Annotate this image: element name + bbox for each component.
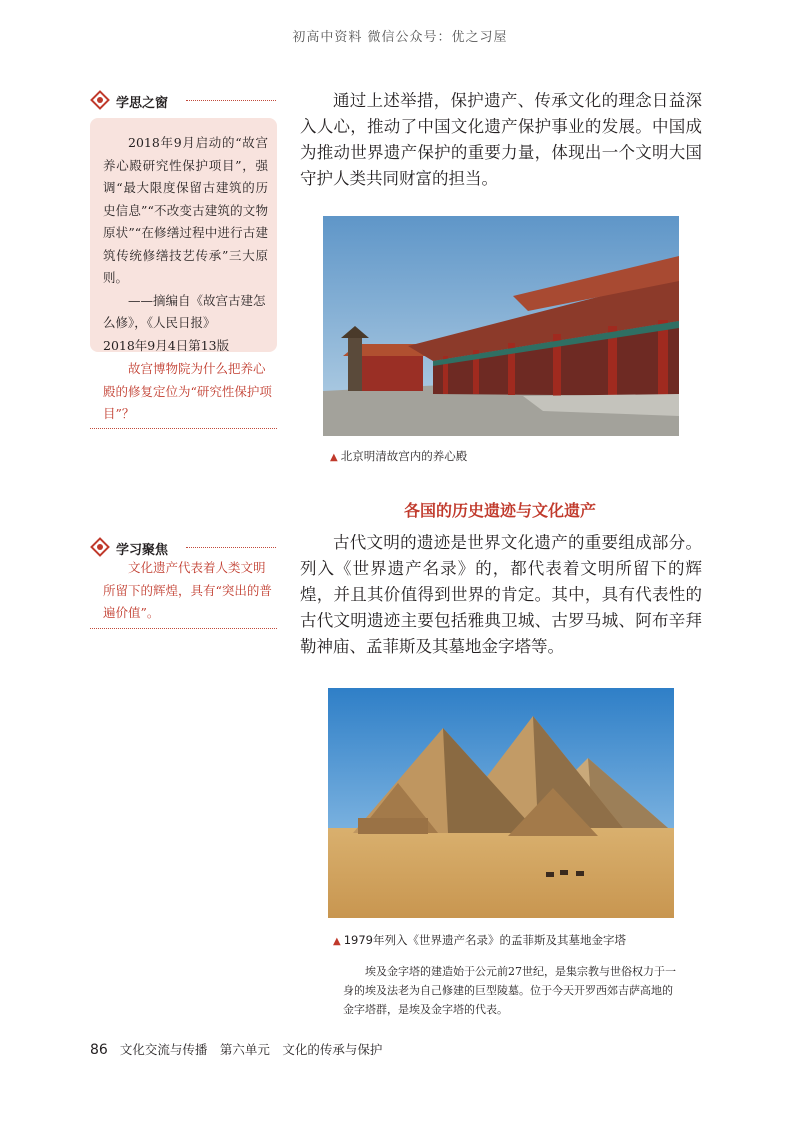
palace-photo — [323, 216, 679, 436]
main-paragraph-1 — [300, 88, 702, 192]
dotted-divider — [90, 428, 277, 429]
figure1-caption: 北京明清故宫内的养心殿 — [340, 449, 468, 463]
page-header: 初高中资料 微信公众号：优之习屋 — [292, 30, 508, 45]
dotted-divider — [90, 628, 277, 629]
figure2-note: 埃及金字塔的建造始于公元前27世纪，是集宗教与世俗权力于一身的埃及法老为自己修建的巨型陵墓。位于今天开罗西郊吉萨高地的金字塔群，是埃及金字塔的代表。 — [343, 965, 676, 1016]
dotted-divider — [186, 547, 276, 548]
diamond-icon — [90, 537, 110, 557]
triangle-icon: ▲ — [333, 936, 341, 947]
main-paragraph-2 — [300, 530, 702, 660]
page-number: 86 — [90, 1042, 108, 1058]
quote-source-date: 2018年9月4日第13版 — [103, 337, 230, 353]
quote-text: 2018年9月启动的“故宫养心殿研究性保护项目”，强调“最大限度保留古建筑的历史信息”“不改变古建筑的文物原状”“在修缮过程中进行古建筑传统修缮技艺传承”三大原则。 — [103, 135, 268, 285]
sidebar-think-title: 学思之窗 — [116, 96, 169, 111]
think-question: 故宫博物院为什么把养心殿的修复定位为“研究性保护项目”？ — [103, 361, 272, 421]
pyramids-photo — [328, 688, 674, 918]
page-footer — [90, 1040, 382, 1058]
section-heading: 各国的历史遗迹与文化遗产 — [403, 501, 596, 520]
paragraph-text: 古代文明的遗迹是世界文化遗产的重要组成部分。列入《世界遗产名录》的，都代表着文明所留下的辉煌，并且其价值得到世界的肯定。其中，具有代表性的古代文明遗迹主要包括雅典卫城、古罗马城、阿布辛拜勒神庙、孟菲斯及其墓地金字塔等。 — [300, 533, 702, 656]
figure2-caption-row — [333, 932, 626, 948]
quote-block — [103, 132, 268, 357]
figure1-caption-row — [330, 448, 467, 464]
paragraph-text: 通过上述举措，保护遗产、传承文化的理念日益深入人心，推动了中国文化遗产保护事业的发展。中国成为推动世界遗产保护的重要力量，体现出一个文明大国守护人类共同财富的担当。 — [300, 91, 702, 188]
quote-source: ——摘编自《故宫古建怎么修》，《人民日报》 — [103, 292, 266, 330]
focus-text: 文化遗产代表着人类文明所留下的辉煌，具有“突出的普遍价值”。 — [103, 560, 272, 620]
footer-text: 文化交流与传播 第六单元 文化的传承与保护 — [119, 1042, 383, 1057]
sidebar-focus-title: 学习聚焦 — [116, 543, 169, 558]
figure2-caption: 1979年列入《世界遗产名录》的孟菲斯及其墓地金字塔 — [343, 933, 626, 947]
diamond-icon — [90, 90, 110, 110]
triangle-icon: ▲ — [330, 452, 338, 463]
dotted-divider — [186, 100, 276, 101]
